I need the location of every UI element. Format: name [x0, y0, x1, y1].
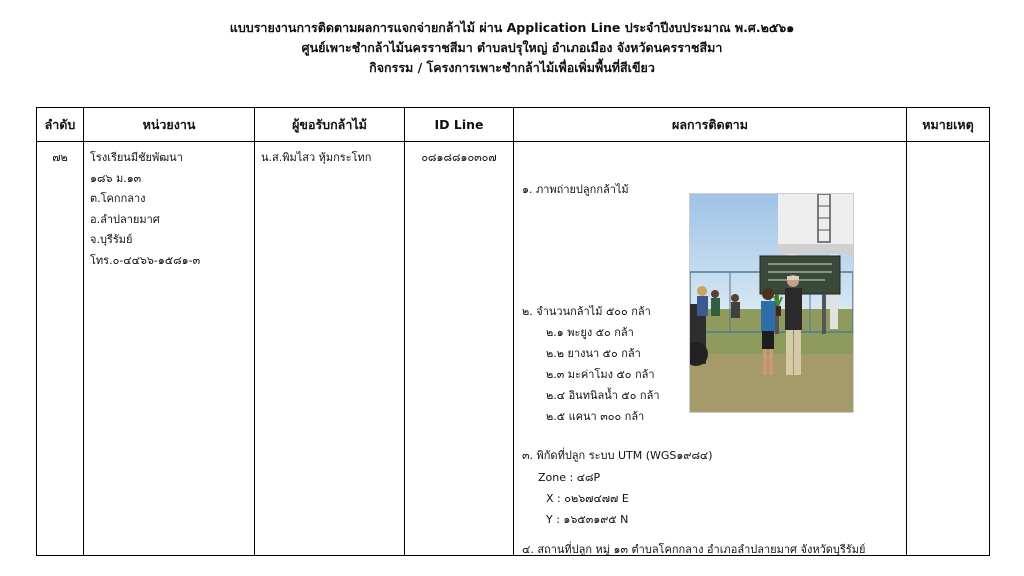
cell-agency	[84, 142, 255, 556]
col-header-agency: หน่วยงาน	[84, 108, 255, 142]
report-title: แบบรายงานการติดตามผลการแจกจ่ายกล้าไม้ ผ่าน Application Line ประจำปีงบประมาณ พ.ศ.๒๕๖๑	[229, 20, 795, 35]
agency-address: ๑๘๖ ม.๑๓	[90, 171, 142, 185]
result-item-coordinates: ๓. พิกัดที่ปลูก ระบบ UTM (WGS๑๙๘๔)	[522, 449, 713, 462]
seedling-item: ๒.๑ พะยูง ๕๐ กล้า	[546, 326, 634, 339]
result-item-photo: ๑. ภาพถ่ายปลูกกล้าไม้	[522, 183, 629, 196]
table-header-row	[37, 108, 990, 142]
seedling-item: ๒.๕ แคนา ๓๐๐ กล้า	[546, 410, 645, 423]
utm-y: Y : ๑๖๕๓๑๙๕ N	[546, 513, 629, 526]
col-header-note: หมายเหตุ	[907, 108, 990, 142]
planting-photo	[689, 193, 854, 413]
col-header-result: ผลการติดตาม	[514, 108, 907, 142]
utm-x: X : ๐๒๖๗๔๗๗ E	[546, 492, 629, 505]
report-activity: กิจกรรม / โครงการเพาะชำกล้าไม้เพื่อเพิ่มพื้นที่สีเขียว	[369, 60, 655, 75]
seedling-item: ๒.๒ ยางนา ๕๐ กล้า	[546, 347, 641, 360]
utm-zone: Zone : ๔๘P	[538, 471, 601, 484]
planting-photo-image	[690, 194, 853, 412]
cell-id-line	[405, 142, 514, 556]
col-header-requester: ผู้ขอรับกล้าไม้	[255, 108, 405, 142]
cell-no: ๗๒	[37, 142, 84, 556]
cell-note	[907, 142, 990, 556]
result-item-seedling-total: ๒. จำนวนกล้าไม้ ๕๐๐ กล้า	[522, 305, 651, 318]
agency-province: จ.บุรีรัมย์	[90, 233, 133, 246]
agency-phone: โทร.๐-๔๔๖๖-๑๕๘๑-๓	[90, 253, 201, 267]
agency-name: โรงเรียนมีชัยพัฒนา	[90, 151, 183, 164]
cell-result	[514, 142, 907, 556]
report-header	[0, 18, 1024, 78]
report-center: ศูนย์เพาะชำกล้าไม้นครราชสีมา ตำบลปรุใหญ่ อำเภอเมือง จังหวัดนครราชสีมา	[301, 40, 723, 55]
table-row	[37, 142, 990, 556]
report-table	[36, 107, 990, 556]
agency-district: อ.ลำปลายมาศ	[90, 212, 160, 226]
seedling-item: ๒.๓ มะค่าโมง ๕๐ กล้า	[546, 368, 655, 381]
agency-subdistrict: ต.โคกกลาง	[90, 192, 146, 205]
col-header-no: ลำดับ	[37, 108, 84, 142]
col-header-id-line: ID Line	[405, 108, 514, 142]
seedling-item: ๒.๔ อินทนิลน้ำ ๕๐ กล้า	[546, 389, 660, 402]
requester-name: น.ส.พิมไสว หุ้มกระโทก	[261, 151, 372, 164]
result-item-location: ๔. สถานที่ปลูก หมู่ ๑๓ ตำบลโคกกลาง อำเภอลำปลายมาศ จังหวัดบุรีรัมย์	[522, 543, 866, 556]
id-line-value: ๐๘๑๘๘๑๐๓๐๗	[421, 151, 497, 164]
cell-requester	[255, 142, 405, 556]
